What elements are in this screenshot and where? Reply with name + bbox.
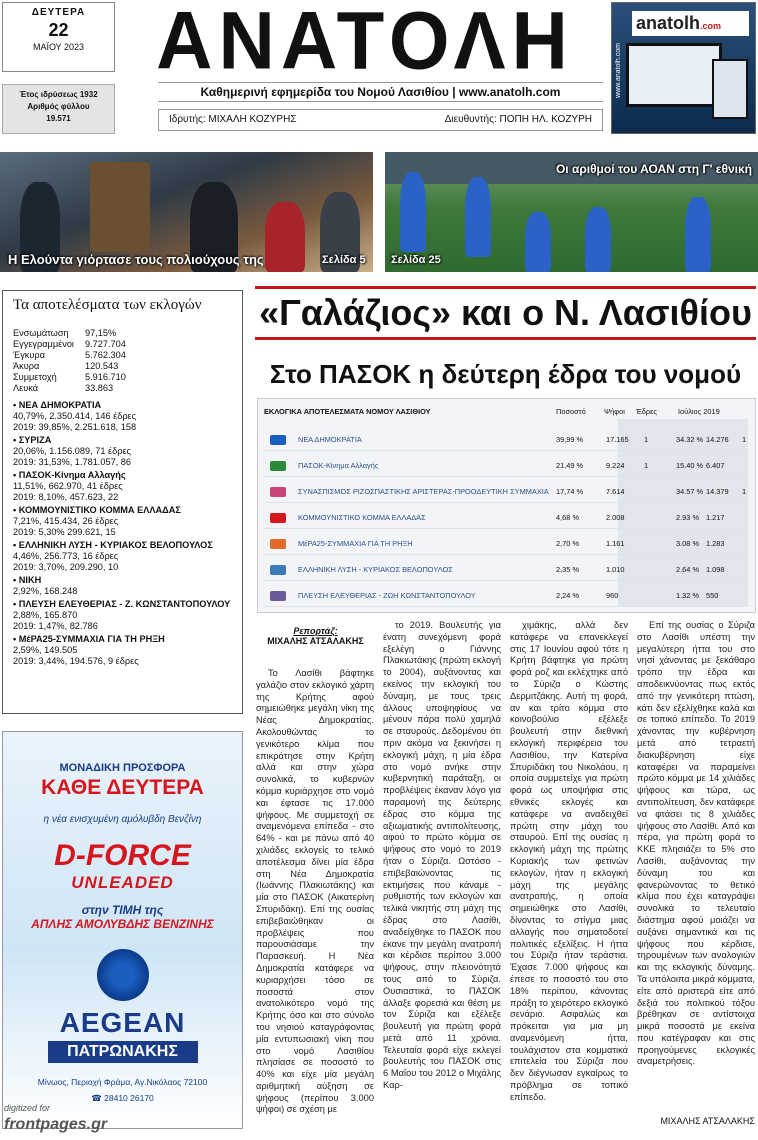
party-pct: 4,68 %: [556, 513, 580, 522]
party-prev-seats: 1: [742, 435, 747, 444]
fuel-advertisement[interactable]: [2, 731, 243, 1129]
party-logo-icon: [270, 435, 286, 445]
party-prev-votes: 14.276: [706, 435, 729, 444]
party-pct: 2,70 %: [556, 539, 580, 548]
party-result: • ΜέΡΑ25-ΣΥΜΜΑΧΙΑ ΓΙΑ ΤΗ ΡΗΞΗ 2,59%, 149.505 2019: 3,44%, 194.576, 9 έδρες: [13, 634, 165, 666]
reporter-name: ΜΙΧΑΛΗΣ ΑΤΣΑΛΑΚΗΣ: [267, 636, 364, 646]
article-column-3: χιμάκης, αλλά δεν κατάφερε να επανεκλεγεί στις 17 Ιουνίου αφού τότε η Κρήτη βάφτηκε για πρώτη φορά ροζ και εκλέχτηκε από το Σύριζα ο Κώστης Δερμιτζάκης. Αυτή τη φορά, αν και τρίτο κόμμα στο κοινοβούλιο εξέλεξε βουλευτή στην διεθνική εκλογική περιφέρεια του Λασιθίου, την Κατερίνα Σπυριδάκη του Νικολάου, η οποία συμμετείχε για πρώτη φορά ως υποψήφια στις εθνικές εκλογές και κατάφερε να αναδειχθεί πρώτη στην μάχη του σταυρού. Επί της ουσίας η εκλογική μάχη της πρώτης Κυριακής των φετινών εκλογών, ήταν η εκλογική μάχη της μεγάλης ανατροπής, η οποία σημειώθηκε στο Λασίθι, δίνοντας το στίγμα μιας αλλαγής που σηματοδοτεί πολιτικές εξελίξεις. Η ήττα του Σύριζα ήταν τεράστια. Έχασε 7.000 ψήφους και έπεσε το ποσοστό του στο 18% περίπου, κάνοντας πράξη το χειρότερο εκλογικό σενάριο. Ασφαλώς και πρόκειται για μια μη αναμενόμενη ήττα, τουλάχιστον στα κομματικά επιτελεία του Σύριζα που δεν διέγνωσαν εγκαίρως το πρόβλημα σε τοπικό επίπεδο.: [510, 620, 628, 1102]
party-prev-pct: 15.40 %: [676, 461, 704, 470]
party-pct: 2,35 %: [556, 565, 580, 574]
article-signature: ΜΙΧΑΛΗΣ ΑΤΣΑΛΑΚΗΣ: [660, 1116, 755, 1126]
party-prev-pct: 2.64 %: [676, 565, 700, 574]
party-votes: 960: [606, 591, 619, 600]
founder: Ιδρυτής: ΜΙΧΑΛΗ ΚΟΖΥΡΗΣ: [169, 114, 297, 125]
ad-brand: AEGEAN: [59, 1007, 186, 1038]
reporter-label: Ρεπορτάζ:: [293, 626, 338, 636]
party-votes: 17.165: [606, 435, 629, 444]
day-number: 22: [48, 20, 69, 40]
table-row: [264, 481, 749, 503]
table-row: [264, 533, 749, 555]
col-pct: Ποσοστό: [556, 407, 586, 416]
party-logo-icon: [270, 513, 286, 523]
photo-right-page: Σελίδα 25: [391, 254, 441, 266]
photo-right-caption: Οι αριθμοί του ΑΟΑΝ στη Γ' εθνική: [555, 162, 752, 176]
ad-offer: ΜΟΝΑΔΙΚΗ ΠΡΟΣΦΟΡΑ: [59, 762, 186, 774]
ad-unleaded: UNLEADED: [71, 873, 174, 892]
website-ad[interactable]: [611, 2, 756, 134]
col-votes: Ψήφοι: [604, 407, 625, 416]
party-name: ΝΕΑ ΔΗΜΟΚΡΑΤΙΑ: [298, 435, 362, 444]
col-prev: Ιούλιος 2019: [678, 407, 720, 416]
party-result: • ΠΛΕΥΣΗ ΕΛΕΥΘΕΡΙΑΣ - Ζ. ΚΩΝΣΤΑΝΤΟΠΟΥΛΟΥ 2,88%, 165.870 2019: 1,47%, 82.786: [13, 599, 231, 631]
ad-station: ΠΑΤΡΩΝΑΚΗΣ: [48, 1041, 198, 1063]
issue-label: Αριθμός φύλλου: [27, 102, 90, 111]
date-box: [2, 2, 115, 72]
party-logo-icon: [270, 461, 286, 471]
party-logo-icon: [270, 487, 286, 497]
local-results-table: [257, 398, 756, 613]
party-votes: 1.161: [606, 539, 625, 548]
party-result: • ΝΕΑ ΔΗΜΟΚΡΑΤΙΑ 40,79%, 2.350.414, 146 έδρες 2019: 39,85%, 2.251.618, 158: [13, 400, 137, 432]
tagline: Καθημερινή εφημερίδα του Νομού Λασιθίου | www.anatolh.com: [158, 82, 603, 102]
photo-left-page: Σελίδα 5: [322, 254, 366, 266]
table-row: [264, 585, 749, 607]
ad-address: Μίνωος, Περιοχή Φράμα, Αγ.Νικόλαος 72100: [37, 1077, 208, 1087]
party-result: • ΝΙΚΗ 2,92%, 168.248: [13, 575, 78, 596]
headline-rule: [255, 286, 756, 289]
national-results-box: [2, 290, 243, 714]
table-header: [264, 407, 749, 421]
party-logo-icon: [270, 565, 286, 575]
party-prev-pct: 3.08 %: [676, 539, 700, 548]
table-row: [264, 455, 749, 477]
party-name: ΜέΡΑ25-ΣΥΜΜΑΧΙΑ ΓΙΑ ΤΗ ΡΗΞΗ: [298, 539, 413, 548]
watermark-line2: frontpages.gr: [4, 1116, 108, 1133]
results-stats: Ενσωμάτωση 97,15% Εγγεγραμμένοι 9.727.704 Έγκυρα 5.762.304 Άκυρα 120.543 Συμμετοχή 5.916.710 Λευκά 33.863: [13, 328, 126, 393]
photo-left-caption: Η Ελούντα γιόρτασε τους πολιούχους της: [8, 252, 264, 267]
party-name: ΕΛΛΗΝΙΚΗ ΛΥΣΗ - ΚΥΡΙΑΚΟΣ ΒΕΛΟΠΟΥΛΟΣ: [298, 565, 453, 574]
party-name: ΣΥΝΑΣΠΙΣΜΟΣ ΡΙΖΟΣΠΑΣΤΙΚΗΣ ΑΡΙΣΤΕΡΑΣ-ΠΡΟΟΔΕΥΤΙΚΗ ΣΥΜΜΑΧΙΑ: [298, 487, 549, 496]
table-row: [264, 429, 749, 451]
website-ad-url: www.anatolh.com: [615, 43, 622, 98]
party-prev-pct: 34.57 %: [676, 487, 704, 496]
party-prev-votes: 1.283: [706, 539, 725, 548]
party-prev-pct: 2.93 %: [676, 513, 700, 522]
party-result: • ΚΟΜΜΟΥΝΙΣΤΙΚΟ ΚΟΜΜΑ ΕΛΛΑΔΑΣ 7,21%, 415.434, 26 έδρες 2019: 5,30% 299.621, 15: [13, 505, 181, 537]
month-year: ΜΑΪΟΥ 2023: [32, 42, 85, 52]
party-votes: 9.224: [606, 461, 625, 470]
party-prev-votes: 1.217: [706, 513, 725, 522]
party-result: • ΕΛΛΗΝΙΚΗ ΛΥΣΗ - ΚΥΡΙΑΚΟΣ ΒΕΛΟΠΟΥΛΟΣ 4,46%, 256.773, 16 έδρες 2019: 3,70%, 209.290, 10: [13, 540, 213, 572]
table-title: ΕΚΛΟΓΙΚΑ ΑΠΟΤΕΛΕΣΜΑΤΑ ΝΟΜΟΥ ΛΑΣΙΘΙΟΥ: [264, 407, 431, 416]
party-name: ΠΑΣΟΚ-Κίνημα Αλλαγής: [298, 461, 379, 470]
party-prev-votes: 550: [706, 591, 719, 600]
party-prev-votes: 14.379: [706, 487, 729, 496]
party-name: ΠΛΕΥΣΗ ΕΛΕΥΘΕΡΙΑΣ - ΖΩΗ ΚΩΝΣΤΑΝΤΟΠΟΥΛΟΥ: [298, 591, 476, 600]
byline: [258, 626, 373, 646]
article-column-4: Επί της ουσίας ο Σύριζα στο Λασίθι υπέστη την μεγαλύτερη ήττα του στο νησί χάνοντας με ξεκάθαρο τρόπο την έδρα και αποδεικνύοντας πως εκτός από την γενικότερη πτώση, κάτι δεν εξελίχθηκε καλά και σε τοπικό επίπεδο. Το 2019 χάνοντας την κυβέρνηση μετά από τετραετή διακυβέρνηση είχε καταφέρει να παραμείνει πρώτο κόμμα με 14 χιλιάδες ψήφους και τώρα, ως αντιπολίτευση, δεν κατάφερε να φτάσει τις 8 χιλιάδες ψήφους στο Λασίθι. Από και πέρα, για πρώτη φορά το ΚΚΕ πλησιάζει το 5% στο Λασίθι, αυξάνοντας την δύναμη του και φανερώνοντας το θετικό κλίμα που έχει καταγράψει συνολικά το τελευταίο διάστημα αφού μοιάζει να αυξάνει σημαντικά και τις ψήφους που κέρδισε, τηρουμένων των αναλογιών και της εκλογικής δύναμης. Τα υπόλοιπα μικρά κόμματα, είτε από αριστερά είτε από δεξιά του πολιτικού τόξου βρέθηκαν σε αντίστοιχα μικρά ποσοστά με εκείνα που κατέγραφαν και στις προηγούμενες εκλογικές αναμετρήσεις.: [637, 620, 755, 1067]
table-row: [264, 507, 749, 529]
article-column-1: Το Λασίθι βάφτηκε γαλάζιο στον εκλογικό χάρτη της Κρήτης αφού σημειώθηκε μεγάλη νίκη της Νέας Δημοκρατίας. Ακολουθώντας το γενικότερο κλίμα που επικράτησε στην Κρήτη αλλά και στην χώρα συνολικά, το κυβερνών κόμμα κυριάρχησε στο νομό και έφτασε τις 17.000 ψήφους. Με συμμετοχή σε αναμενόμενα επίπεδα - στο 64% - και με πάνω από 40 χιλιάδες εκλογείς το τελικό αποτέλεσμα δίνει μία έδρα στη Νέα Δημοκρατία (Ιωάννης Πλακιωτάκης) και μία στο ΠΑΣΟΚ (Αικατερίνη Σπυριδάκη). Επί της ουσίας επιβεβαιώθηκαν οι προβλέψεις που παρουσιάσαμε την Παρασκευή. Η Νέα Δημοκρατία κατάφερε να κυριαρχήσει τόσο σε ποσοστά στον ανατολικότερο νομό της Κρήτης όσο και στο σύνολο του νησιού καταγράφοντας μία εντυπωσιακή νίκη που στο νομό Λασιθίου πλησίασε σε ποσοστό το 40% και είχε μία μεγάλη αριθμητική αύξηση σε ψήφους (περίπου 3.000 ψήφοι) σε σχέση με: [256, 668, 374, 1115]
party-prev-votes: 1.098: [706, 565, 725, 574]
founded-year: Έτος ιδρύσεως 1932: [19, 90, 98, 99]
party-seats: 1: [644, 435, 649, 444]
party-pct: 2,24 %: [556, 591, 580, 600]
party-pct: 21,49 %: [556, 461, 584, 470]
party-result: • ΣΥΡΙΖΑ 20,06%, 1.156.089, 71 έδρες 2019: 31,53%, 1.781.057, 86: [13, 435, 132, 467]
article-column-2: το 2019. Βουλευτής για ένατη συνεχόμενη φορά εξελέγη ο Γιάννης Πλακιωτάκης (πρώτη εκλογή το 2004), αυξάνοντας και εκείνος την εκλογική του δύναμη, με τους τρεις άλλους υποψηφίους να μένουν πάρα πολύ χαμηλά σε σταυρούς. Δεδομένου ότι πριν ακόμα να ξεκινήσει η εκλογική μάχη, η μία έδρα στο νομό ανήκε στην κυβερνητική παράταξη, οι προβλέψεις έκαναν λόγο για παραμονή της δεύτερης έδρας στο κόμμα της αξιωματικής αντιπολίτευσης, αφού το πρώτο κόμμα σε ψήφους στο νομό το 2019 ήταν ο Σύριζα. Ωστόσο - επιβεβαιώνοντας τις εκτιμήσεις που κάναμε - ρυθμιστής των εκλογών και τελικά νικητής στη μάχη της έδρας στο Λασίθι, αναδείχθηκε το ΠΑΣΟΚ που έκανε την μεγάλη ανατροπή και κέρδισε περίπου 3.000 ψήφους, στην πλειονότητά τους από το Σύριζα. Ουσιαστικά, το ΠΑΣΟΚ άλλαξε φορεσιά και θέση με τον Σύριζα και εξέλεξε βουλευτή για πρώτη φορά μετά από 11 χρόνια. Τελευταία φορά είχε εκλεγεί βουλευτής του ΠΑΣΟΚ στις 6 Μαΐου του 2012 ο Μιχάλης Καρ-: [383, 620, 501, 1091]
ad-phone: ☎ 28410 26170: [91, 1093, 154, 1103]
party-logo-icon: [270, 539, 286, 549]
photo-football[interactable]: [385, 152, 758, 272]
results-title: Τα αποτελέσματα των εκλογών: [13, 297, 202, 313]
col-seats: Έδρες: [636, 407, 657, 416]
party-name: ΚΟΜΜΟΥΝΙΣΤΙΚΟ ΚΟΜΜΑ ΕΛΛΑΔΑΣ: [298, 513, 426, 522]
tablet-icon: [712, 59, 748, 119]
party-seats: 1: [644, 461, 649, 470]
director: Διευθυντής: ΠΟΠΗ ΗΛ. ΚΟΖΥΡΗ: [444, 114, 592, 125]
main-headline[interactable]: «Γαλάζιος» και ο Ν. Λασιθίου: [255, 290, 756, 340]
staff-line: [158, 109, 603, 131]
website-ad-brand: anatolh.com: [632, 11, 749, 36]
issue-info: [2, 84, 115, 134]
watermark-line1: digitized for: [4, 1103, 51, 1113]
party-pct: 17,74 %: [556, 487, 584, 496]
party-votes: 1.010: [606, 565, 625, 574]
party-result: • ΠΑΣΟΚ-Κίνημα Αλλαγής 11,51%, 662.970, 41 έδρες 2019: 8,10%, 457.623, 22: [13, 470, 126, 502]
party-prev-pct: 1.32 %: [676, 591, 700, 600]
photo-elounda[interactable]: [0, 152, 373, 272]
sub-headline: Στο ΠΑΣΟΚ η δεύτερη έδρα του νομού: [269, 359, 742, 389]
table-row: [264, 559, 749, 581]
party-prev-pct: 34.32 %: [676, 435, 704, 444]
ad-dforce-logo: D-FORCE: [54, 839, 191, 872]
party-prev-votes: 6.407: [706, 461, 725, 470]
party-pct: 39,99 %: [556, 435, 584, 444]
ad-every-monday: ΚΑΘΕ ΔΕΥΤΕΡΑ: [41, 776, 204, 799]
day-name: ΔΕΥΤΕΡΑ: [31, 7, 86, 18]
masthead-logo: ΑΝΑΤΟΛΗ: [156, 0, 574, 87]
party-votes: 7.614: [606, 487, 625, 496]
party-votes: 2.008: [606, 513, 625, 522]
aegean-logo-icon: [97, 949, 149, 1001]
ad-price-line2: ΑΠΛΗΣ ΑΜΟΛΥΒΔΗΣ ΒΕΝΖΙΝΗΣ: [31, 917, 214, 931]
party-prev-seats: 1: [742, 487, 747, 496]
ad-price-line1: στην ΤΙΜΗ της: [81, 903, 164, 917]
ad-new-fuel: η νέα ενισχυμένη αμόλυβδη Βενζίνη: [43, 814, 202, 825]
party-logo-icon: [270, 591, 286, 601]
monitor-icon: [626, 43, 722, 107]
issue-number: 19.571: [46, 114, 71, 123]
